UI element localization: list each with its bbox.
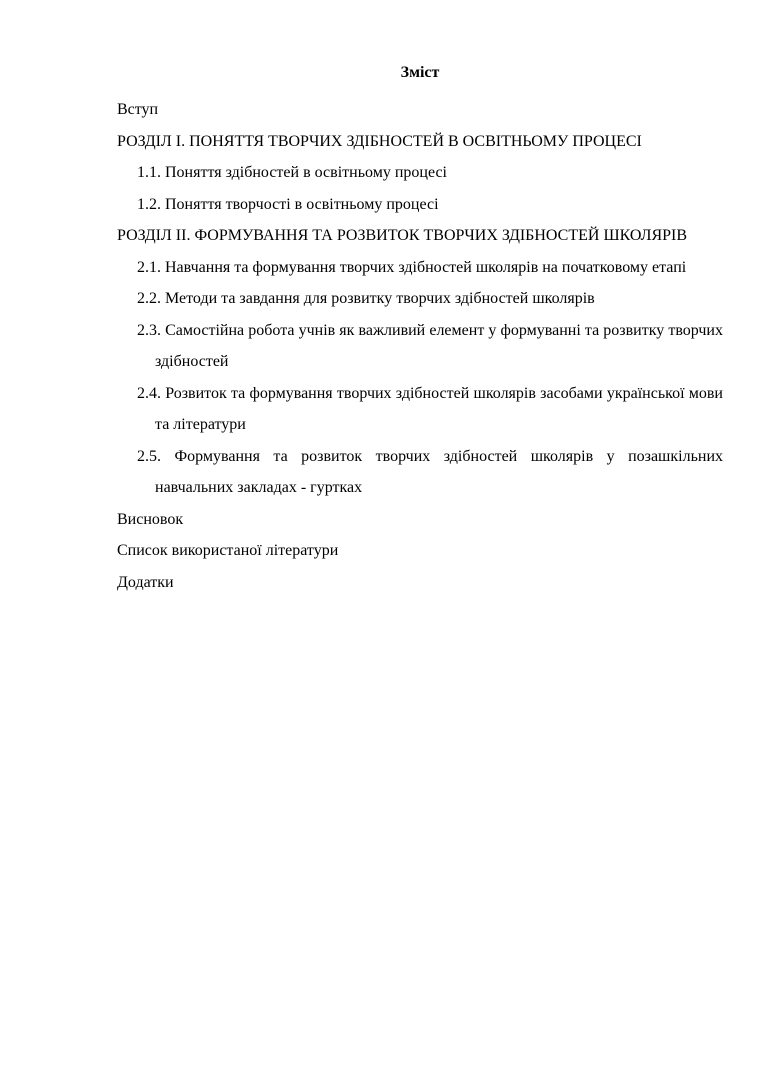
table-of-contents	[117, 94, 723, 598]
toc-entry-section-1-1: 1.1. Поняття здібностей в освітньому процесі	[137, 164, 447, 181]
toc-entry-section-2-5: 2.5. Формування та розвиток творчих здібностей школярів у позашкільних навчальних закладах - гуртках	[137, 447, 723, 496]
toc-entry-appendices: Додатки	[117, 573, 174, 591]
toc-entry-section-1-2: 1.2. Поняття творчості в освітньому процесі	[137, 195, 439, 213]
toc-entry-section-2-3: 2.3. Самостійна робота учнів як важливий елемент у формуванні та розвитку творчих здібностей	[137, 321, 723, 370]
toc-entry-references: Список використаної літератури	[117, 542, 339, 559]
toc-entry-section-2-1: 2.1. Навчання та формування творчих здібностей школярів на початковому етапі	[137, 258, 687, 276]
toc-entry-section-2-2: 2.2. Методи та завдання для розвитку творчих здібностей школярів	[137, 290, 595, 307]
toc-entry-chapter-1: РОЗДІЛ І. ПОНЯТТЯ ТВОРЧИХ ЗДІБНОСТЕЙ В ОСВІТНЬОМУ ПРОЦЕСІ	[117, 132, 642, 150]
page-title: Зміст	[400, 64, 440, 81]
toc-entry-chapter-2: РОЗДІЛ ІІ. ФОРМУВАННЯ ТА РОЗВИТОК ТВОРЧИХ ЗДІБНОСТЕЙ ШКОЛЯРІВ	[117, 227, 688, 244]
toc-entry-introduction: Вступ	[117, 101, 159, 118]
toc-entry-conclusion: Висновок	[117, 510, 184, 528]
toc-entry-section-2-4: 2.4. Розвиток та формування творчих здібностей школярів засобами української мови та літератури	[137, 384, 723, 433]
